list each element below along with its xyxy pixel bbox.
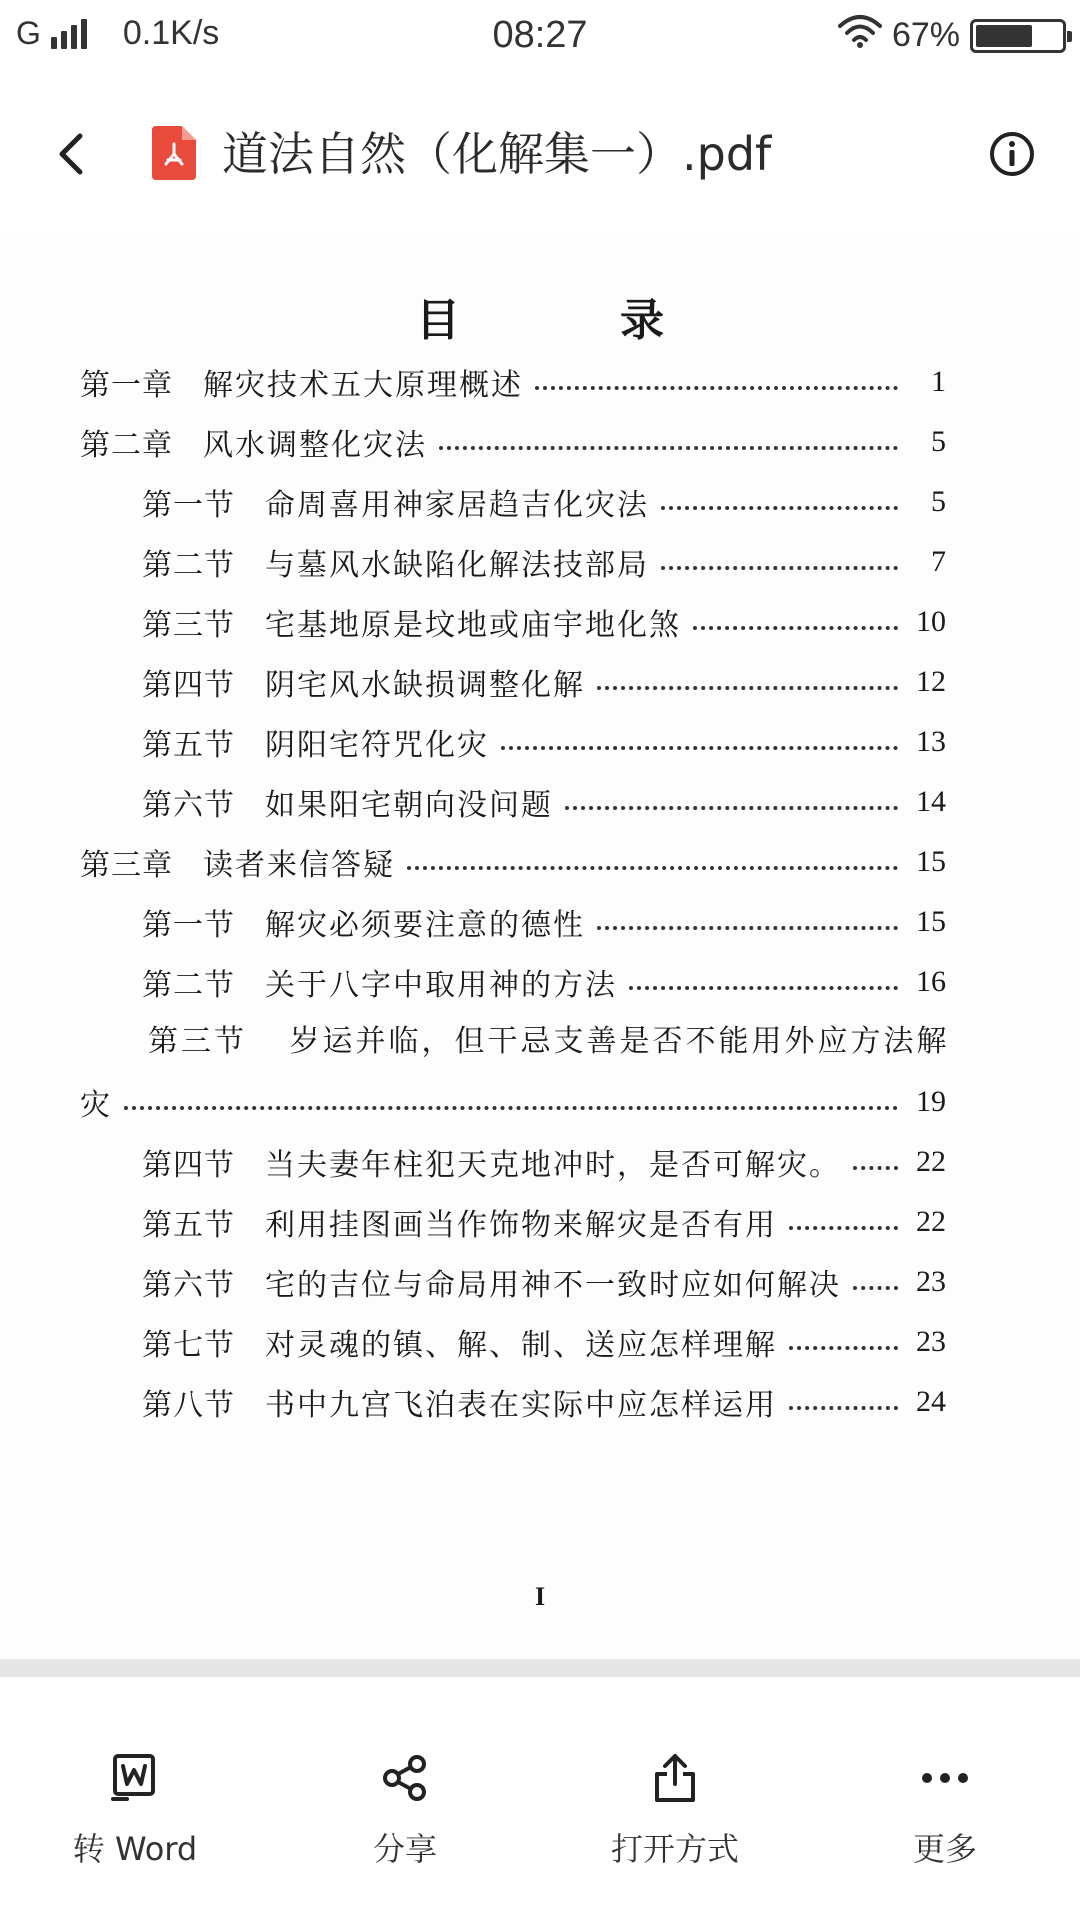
toc-entry-label: 第四节 — [142, 668, 235, 703]
pdf-page — [0, 232, 1080, 1662]
chevron-left-icon — [52, 130, 92, 178]
open-with-icon — [647, 1750, 703, 1806]
toc-entry[interactable] — [142, 954, 946, 1010]
toc-entry-title: 书中九宫飞泊表在实际中应怎样运用 — [265, 1388, 777, 1423]
toc-leader-dots — [407, 866, 898, 870]
bottom-toolbar — [0, 1690, 1080, 1920]
toc-entry[interactable] — [142, 894, 946, 950]
toc-entry[interactable] — [142, 1254, 946, 1310]
toc-entry-page: 1 — [931, 365, 946, 398]
toc-entry-page: 14 — [916, 785, 946, 818]
wifi-icon — [838, 14, 882, 57]
toc-entry[interactable] — [80, 354, 946, 410]
title-bar — [0, 92, 1080, 222]
toc-entry[interactable] — [142, 594, 946, 650]
toc-entry[interactable] — [142, 1314, 946, 1370]
toc-entry-wrapped[interactable] — [148, 1014, 950, 1070]
battery-percent: 67% — [891, 16, 960, 54]
toc-entry[interactable] — [80, 414, 946, 470]
toc-entry-label: 第三章 — [80, 848, 173, 883]
network-speed: 0.1K/s — [122, 14, 220, 52]
open-with-label: 打开方式 — [610, 1830, 739, 1868]
toc-entry-label: 第二节 — [142, 548, 235, 583]
toc-entry-label: 第三节 — [148, 1024, 247, 1059]
share-button[interactable] — [270, 1690, 540, 1920]
toc-entry-label: 第一节 — [142, 488, 235, 523]
toc-entry-page: 5 — [931, 425, 946, 458]
toc-leader-dots — [789, 1406, 898, 1410]
convert-to-word-button[interactable] — [0, 1690, 270, 1920]
document-title: 道法自然（化解集一）.pdf — [222, 127, 772, 181]
toc-entry-continuation[interactable] — [80, 1074, 946, 1130]
toc-entry-page: 15 — [916, 905, 946, 938]
pdf-file-icon — [152, 126, 196, 180]
toc-leader-dots — [661, 506, 898, 510]
toc-entry-title: 宅基地原是坟地或庙宇地化煞 — [265, 608, 681, 643]
toc-entry-label: 第六节 — [142, 788, 235, 823]
toc-entry-label: 第五节 — [142, 1208, 235, 1243]
toc-entry-page: 24 — [916, 1385, 946, 1418]
toc-entry-label: 第一章 — [80, 368, 173, 403]
toc-entry-title: 命周喜用神家居趋吉化灾法 — [265, 488, 649, 523]
toc-entry-title-continuation: 灾 — [80, 1088, 112, 1123]
toc-entry-page: 19 — [916, 1085, 946, 1118]
toc-leader-dots — [501, 746, 898, 750]
toc-entry-page: 22 — [916, 1205, 946, 1238]
toc-entry-label: 第五节 — [142, 728, 235, 763]
toc-entry-page: 12 — [916, 665, 946, 698]
toc-entry-label: 第六节 — [142, 1268, 235, 1303]
toc-entry[interactable] — [80, 834, 946, 890]
share-icon — [377, 1750, 433, 1806]
toc-entry-label: 第八节 — [142, 1388, 235, 1423]
info-icon — [988, 130, 1036, 178]
toc-entry-page: 5 — [931, 485, 946, 518]
toc-leader-dots — [853, 1286, 898, 1290]
toc-entry-page: 13 — [916, 725, 946, 758]
toc-entry-label: 第四节 — [142, 1148, 235, 1183]
toc-entry-page: 22 — [916, 1145, 946, 1178]
toc-entry[interactable] — [142, 1374, 946, 1430]
toc-entry-title: 读者来信答疑 — [203, 848, 395, 883]
carrier-label: G — [16, 15, 41, 51]
toc-entry[interactable] — [142, 1134, 946, 1190]
toc-entry-page: 23 — [916, 1265, 946, 1298]
status-time: 08:27 — [492, 14, 588, 56]
toc-entry-title: 风水调整化灾法 — [203, 428, 427, 463]
toc-leader-dots — [439, 446, 898, 450]
toc-leader-dots — [629, 986, 898, 990]
toc-entry-title: 如果阳宅朝向没问题 — [265, 788, 553, 823]
toc-entry-label: 第二节 — [142, 968, 235, 1003]
toc-leader-dots — [535, 386, 898, 390]
toc-entry-title: 解灾技术五大原理概述 — [203, 368, 523, 403]
toc-entry-title: 阴阳宅符咒化灾 — [265, 728, 489, 763]
back-button[interactable] — [40, 122, 104, 186]
toc-entry[interactable] — [142, 1194, 946, 1250]
more-icon — [917, 1750, 973, 1806]
status-bar — [0, 0, 1080, 78]
toc-leader-dots — [789, 1226, 898, 1230]
convert-to-word-label: 转 Word — [72, 1830, 198, 1868]
page-number: I — [534, 1582, 546, 1611]
toc-leader-dots — [597, 926, 898, 930]
battery-fill — [976, 25, 1032, 47]
document-viewer[interactable] — [0, 232, 1080, 1677]
toc-entry-title: 关于八字中取用神的方法 — [265, 968, 617, 1003]
toc-entry-page: 23 — [916, 1325, 946, 1358]
open-with-button[interactable] — [540, 1690, 810, 1920]
toc-entry[interactable] — [142, 654, 946, 710]
toc-entry-title: 利用挂图画当作饰物来解灾是否有用 — [265, 1208, 777, 1243]
toc-entry-title: 解灾必须要注意的德性 — [265, 908, 585, 943]
more-label: 更多 — [912, 1830, 977, 1868]
toc-leader-dots — [565, 806, 898, 810]
page-separator — [0, 1659, 1080, 1677]
toc-entry-title: 与墓风水缺陷化解法技部局 — [265, 548, 649, 583]
toc-entry[interactable] — [142, 774, 946, 830]
toc-entry-label: 第二章 — [80, 428, 173, 463]
toc-entry-label: 第一节 — [142, 908, 235, 943]
toc-entry-title: 宅的吉位与命局用神不一致时应如何解决 — [265, 1268, 841, 1303]
toc-entry-page: 15 — [916, 845, 946, 878]
toc-entry[interactable] — [142, 534, 946, 590]
toc-leader-dots — [789, 1346, 898, 1350]
toc-leader-dots — [853, 1166, 898, 1170]
toc-entry-title: 对灵魂的镇、解、制、送应怎样理解 — [265, 1328, 777, 1363]
status-right — [838, 14, 1066, 57]
toc-entry-page: 10 — [916, 605, 946, 638]
toc-entry[interactable] — [142, 474, 946, 530]
share-label: 分享 — [372, 1830, 437, 1868]
toc-entry-title: 阴宅风水缺损调整化解 — [265, 668, 585, 703]
info-button[interactable] — [982, 124, 1042, 184]
toc-entry-title: 当夫妻年柱犯天克地冲时，是否可解灾。 — [265, 1148, 841, 1183]
more-button[interactable] — [810, 1690, 1080, 1920]
toc-entry-label: 第三节 — [142, 608, 235, 643]
toc-entry-page: 7 — [931, 545, 946, 578]
toc-heading: 目 录 — [416, 295, 722, 346]
toc-leader-dots — [597, 686, 898, 690]
toc-entry-page: 16 — [916, 965, 946, 998]
battery-icon — [970, 19, 1066, 53]
toc-leader-dots — [124, 1106, 898, 1110]
toc-entry[interactable] — [142, 714, 946, 770]
toc-entry-label: 第七节 — [142, 1328, 235, 1363]
word-convert-icon — [107, 1750, 163, 1806]
toc-entry-title: 岁运并临，但干忌支善是否不能用外应方法解 — [289, 1024, 950, 1059]
toc-leader-dots — [693, 626, 898, 630]
toc-leader-dots — [661, 566, 898, 570]
